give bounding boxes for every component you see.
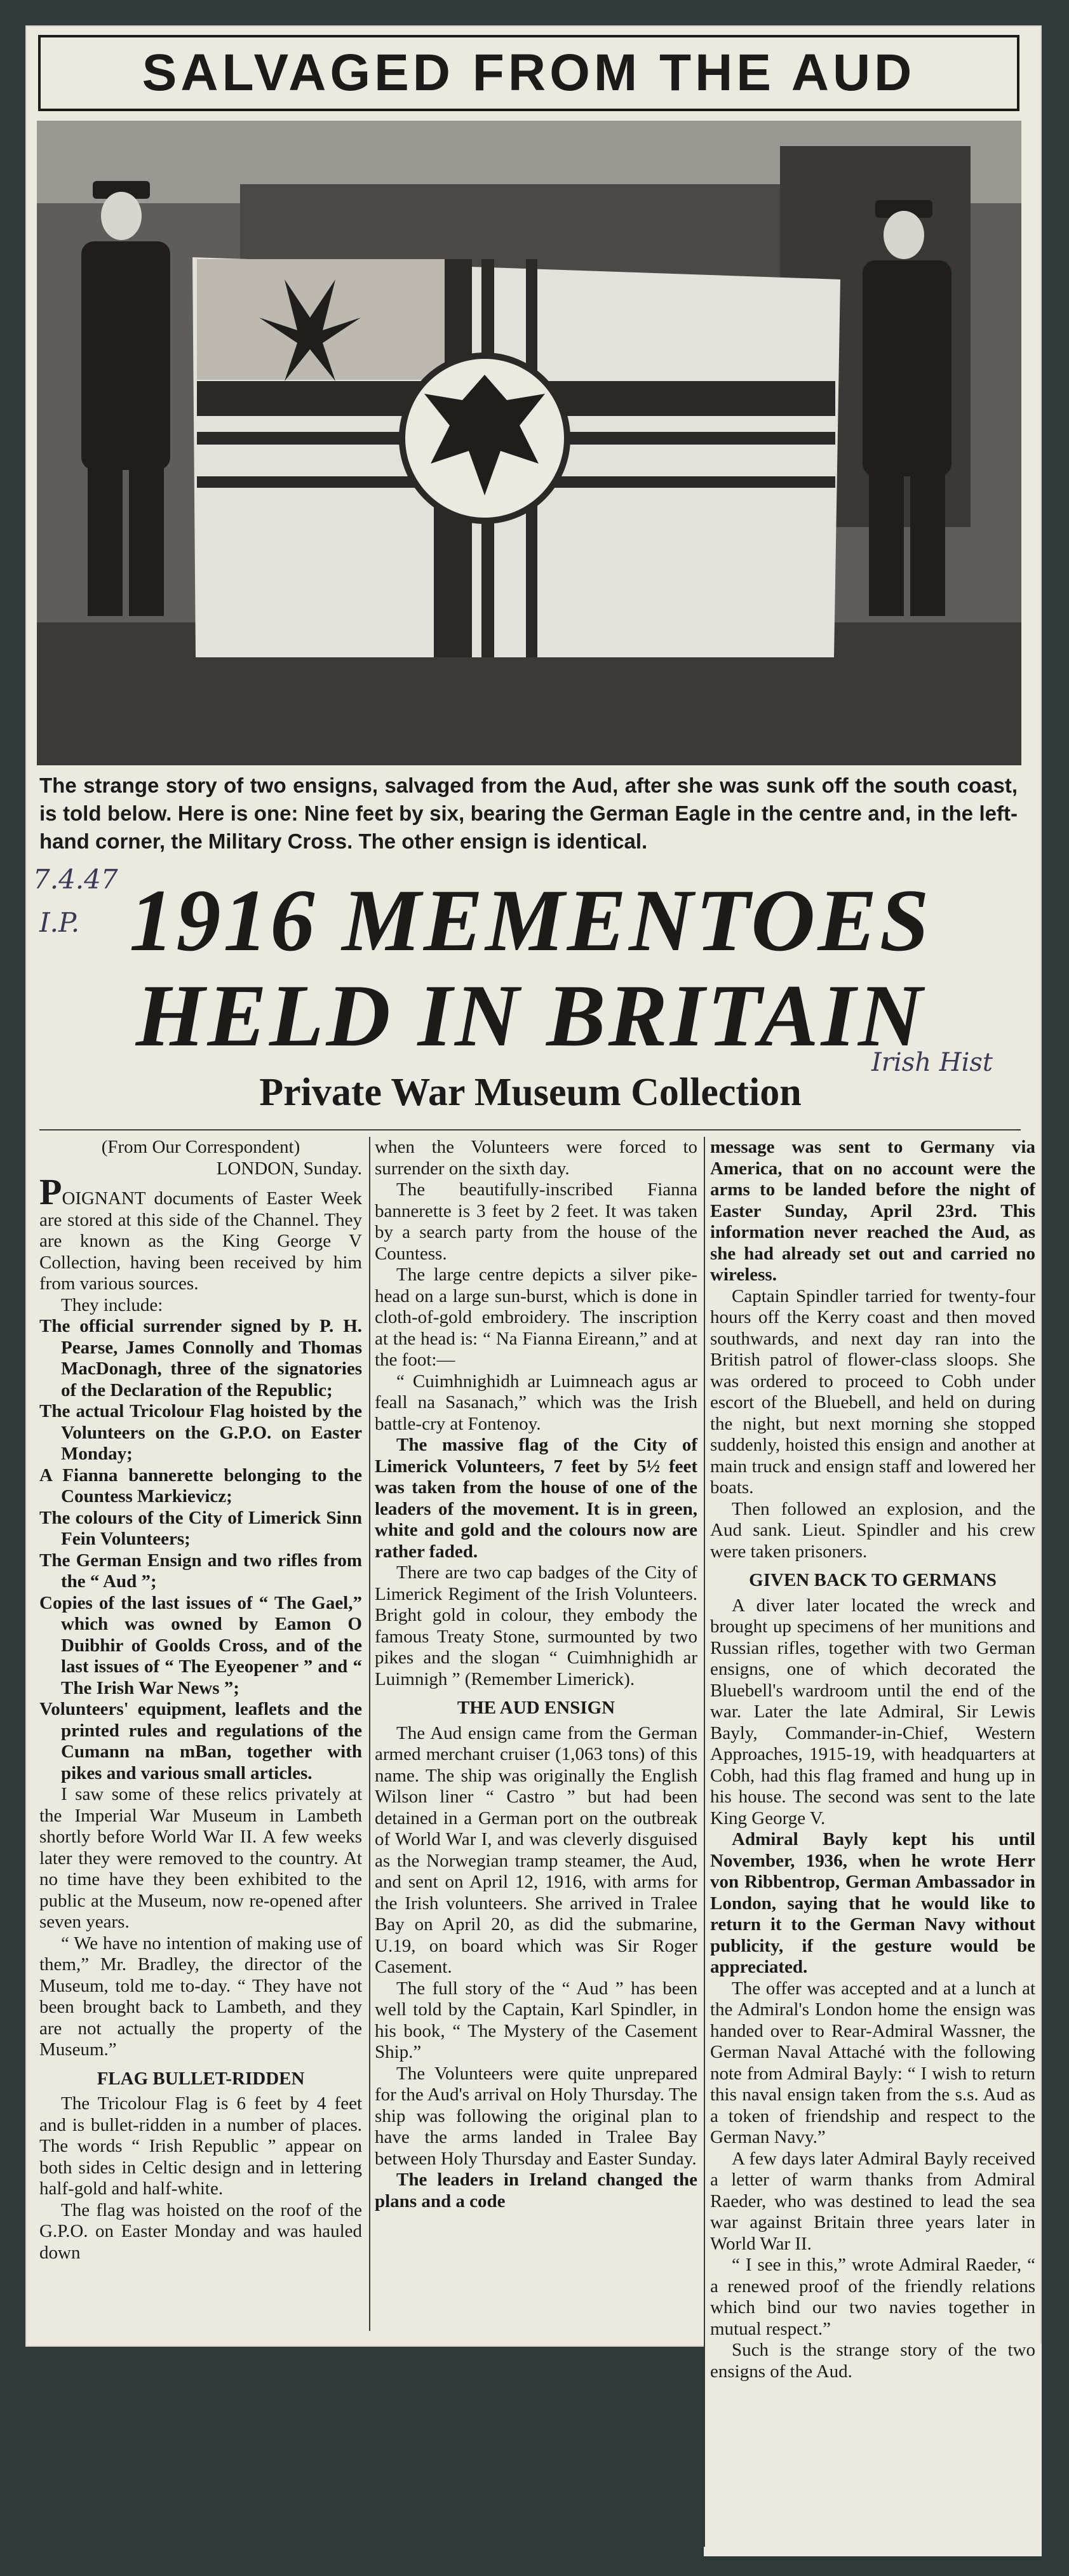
- section-heading: GIVEN BACK TO GERMANS: [749, 1570, 997, 1590]
- ensign-photograph: [37, 121, 1021, 765]
- list-item: The official surrender signed by P. H. Pearse, James Connolly and Thomas MacDonagh, three of the signatories of the Declaration of the Republic;: [39, 1316, 362, 1400]
- paragraph: The flag was hoisted on the roof of the G.P.O. on Easter Monday and was hauled down: [39, 2199, 362, 2263]
- paragraph: when the Volunteers were forced to surrender on the sixth day.: [375, 1137, 697, 1179]
- paragraph: They include:: [61, 1294, 163, 1315]
- section-heading: THE AUD ENSIGN: [457, 1698, 615, 1718]
- article-column-2: [375, 1137, 697, 2212]
- handwritten-source: I.P.: [39, 907, 80, 938]
- headline-line-2: HELD IN BRITAIN: [135, 967, 925, 1065]
- column-rule-1: [369, 1137, 370, 2331]
- banner-headline: SALVAGED FROM THE AUD: [38, 35, 1019, 111]
- paragraph: The offer was accepted and at a lunch at the Admiral's London home the ensign was handed over to Rear-Admiral Wassner, the German Naval Attaché with the following note from Admiral Bayly: “ I wish to return this naval ensign taken from the s.s. Aud as a token of friendship and respect to the German Navy.”: [710, 1978, 1035, 2147]
- drop-cap: P: [39, 1171, 62, 1212]
- paragraph: Such is the strange story of the two ensigns of the Aud.: [710, 2340, 1035, 2382]
- paragraph: The leaders in Ireland changed the plans and a code: [375, 2170, 697, 2211]
- paragraph: The Aud ensign came from the German armed merchant cruiser (1,063 tons) of this name. The ship was originally the English Wilson liner “ Castro ” but had been detained in a German port on the outbreak of World War I, and was cleverly disguised as the Norwegian tramp steamer, the Aud, and sent on April 12, 1916, with arms for the Irish volunteers. She arrived in Tralee Bay on April 20, as did the submarine, U.19, on board which was Sir Roger Casement.: [375, 1722, 697, 1977]
- list-item: Volunteers' equipment, leaflets and the printed rules and regulations of the Cumann na mBan, together with pikes and various small articles.: [39, 1699, 362, 1783]
- list-item: The actual Tricolour Flag hoisted by the Volunteers on the G.P.O. on Easter Monday;: [39, 1401, 362, 1464]
- paragraph: The Tricolour Flag is 6 feet by 4 feet and is bullet-ridden in a number of places. The words “ Irish Republic ” appear on both sides in Celtic design and in lettering half-gold and half-white.: [39, 2093, 362, 2199]
- article-column-3: [710, 1137, 1035, 2382]
- handwritten-tag: Irish Hist: [871, 1048, 993, 1077]
- dateline: LONDON, Sunday.: [216, 1158, 362, 1179]
- headline-line-1: 1916 MEMENTOES: [129, 871, 932, 970]
- paragraph: Admiral Bayly kept his until November, 1936, when he wrote Herr von Ribbentrop, German Ambassador in London, saying that he would like to return it to the German Navy without publicity, if the gesture would be appreciated.: [710, 1829, 1035, 1977]
- paragraph: “ Cuimhnighidh ar Luimneach agus ar feall na Sasanach,” which was the Irish battle-cry at Fontenoy.: [375, 1371, 697, 1434]
- paragraph: The Volunteers were quite unprepared for the Aud's arrival on Holy Thursday. The ship was following the original plan to have the arms landed in Tralee Bay between Holy Thursday and Easter Sunday.: [375, 2063, 697, 2169]
- paragraph: “ I see in this,” wrote Admiral Raeder, “ a renewed proof of the friendly relations which bind our two navies together in mutual respect.”: [710, 2255, 1035, 2339]
- list-item: Copies of the last issues of “ The Gael,” which was owned by Eamon O Duibhir of Goolds Cross, and of the last issues of “ The Eyeopener ” and “ The Irish War News ”;: [39, 1592, 362, 1698]
- paragraph: The full story of the “ Aud ” has been well told by the Captain, Karl Spindler, in his book, “ The Mystery of the Casement Ship.”: [375, 1978, 697, 2062]
- handwritten-date: 7.4.47: [33, 864, 118, 895]
- list-item: A Fianna bannerette belonging to the Countess Markievicz;: [39, 1465, 362, 1506]
- column-top-rule: [39, 1129, 1021, 1130]
- main-headline: [38, 873, 1023, 1064]
- paragraph: The massive flag of the City of Limerick Volunteers, 7 feet by 5½ feet was taken from the house of one of the leaders of the movement. It is in green, white and gold and the colours now are rather faded.: [375, 1435, 697, 1562]
- paragraph: message was sent to Germany via America, that on no account were the arms to be landed before the night of Easter Sunday, April 23rd. This information never reached the Aud, as she had already set out and carried no wireless.: [710, 1137, 1035, 1285]
- ensign-photo-illustration: [37, 121, 1021, 765]
- paragraph: Then followed an explosion, and the Aud sank. Lieut. Spindler and his crew were taken prisoners.: [710, 1498, 1035, 1562]
- byline: (From Our Correspondent): [101, 1137, 300, 1157]
- paragraph: “ We have no intention of making use of them,” Mr. Bradley, the director of the Museum, told me to-day. “ They have not been brought back to Lambeth, and they are not actually the property of the Museum.”: [39, 1933, 362, 2060]
- column-rule-2: [704, 1137, 705, 2547]
- list-item: The German Ensign and two rifles from the “ Aud ”;: [39, 1550, 362, 1592]
- paragraph: A few days later Admiral Bayly received a letter of warm thanks from Admiral Raeder, who was destined to lead the sea war against Britain three years later in World War II.: [710, 2148, 1035, 2254]
- paragraph: The beautifully-inscribed Fianna bannerette is 3 feet by 2 feet. It was taken by a search party from the house of the Countess.: [375, 1179, 697, 1264]
- section-heading: FLAG BULLET-RIDDEN: [97, 2068, 305, 2089]
- paragraph: There are two cap badges of the City of Limerick Regiment of the Irish Volunteers. Bright gold in colour, they embody the famous Treaty Stone, surmounted by two pikes and the slogan “ Cuimhnighidh ar Luimnigh ” (Remember Limerick).: [375, 1562, 697, 1689]
- photo-caption: The strange story of two ensigns, salvaged from the Aud, after she was sunk off the south coast, is told below. Here is one: Nine feet by six, bearing the German Eagle in the centre and, in the left-hand corner, the Military Cross. The other ensign is identical.: [39, 774, 1018, 853]
- paragraph: POIGNANT documents of Easter Week are stored at this side of the Channel. They are known as the King George V Collection, having been received by him from various sources.: [39, 1171, 362, 1294]
- subheadline: Private War Museum Collection: [259, 1071, 802, 1114]
- paragraph: Captain Spindler tarried for twenty-four hours off the Kerry coast and then moved southwards, and next day ran into the British patrol of flower-class sloops. She was ordered to proceed to Cobh under escort of the Bluebell, and held on during the night, but next morning she stopped suddenly, hoisted this ensign and another at main truck and ensign staff and lowered her boats.: [710, 1285, 1035, 1498]
- paragraph: The large centre depicts a silver pike-head on a large sun-burst, which is done in cloth-of-gold embroidery. The inscription at the head is: “ Na Fianna Eireann,” and at the foot:—: [375, 1265, 697, 1370]
- article-column-1: [39, 1137, 362, 2264]
- list-item: The colours of the City of Limerick Sinn Fein Volunteers;: [39, 1507, 362, 1549]
- paragraph: I saw some of these relics privately at the Imperial War Museum in Lambeth shortly before World War II. A few weeks later they were removed to the country. At no time have they been exhibited to the public at the Museum, now re-opened after seven years.: [39, 1784, 362, 1932]
- paragraph: A diver later located the wreck and brought up specimens of her munitions and Russian rifles, together with two German ensigns, one of which decorated the Bluebell's wardroom until the end of the war. Later the late Admiral, Sir Lewis Bayly, Commander-in-Chief, Western Approaches, 1915-19, with headquarters at Cobh, had this flag framed and hung up in his house. The second was sent to the late King George V.: [710, 1595, 1035, 1828]
